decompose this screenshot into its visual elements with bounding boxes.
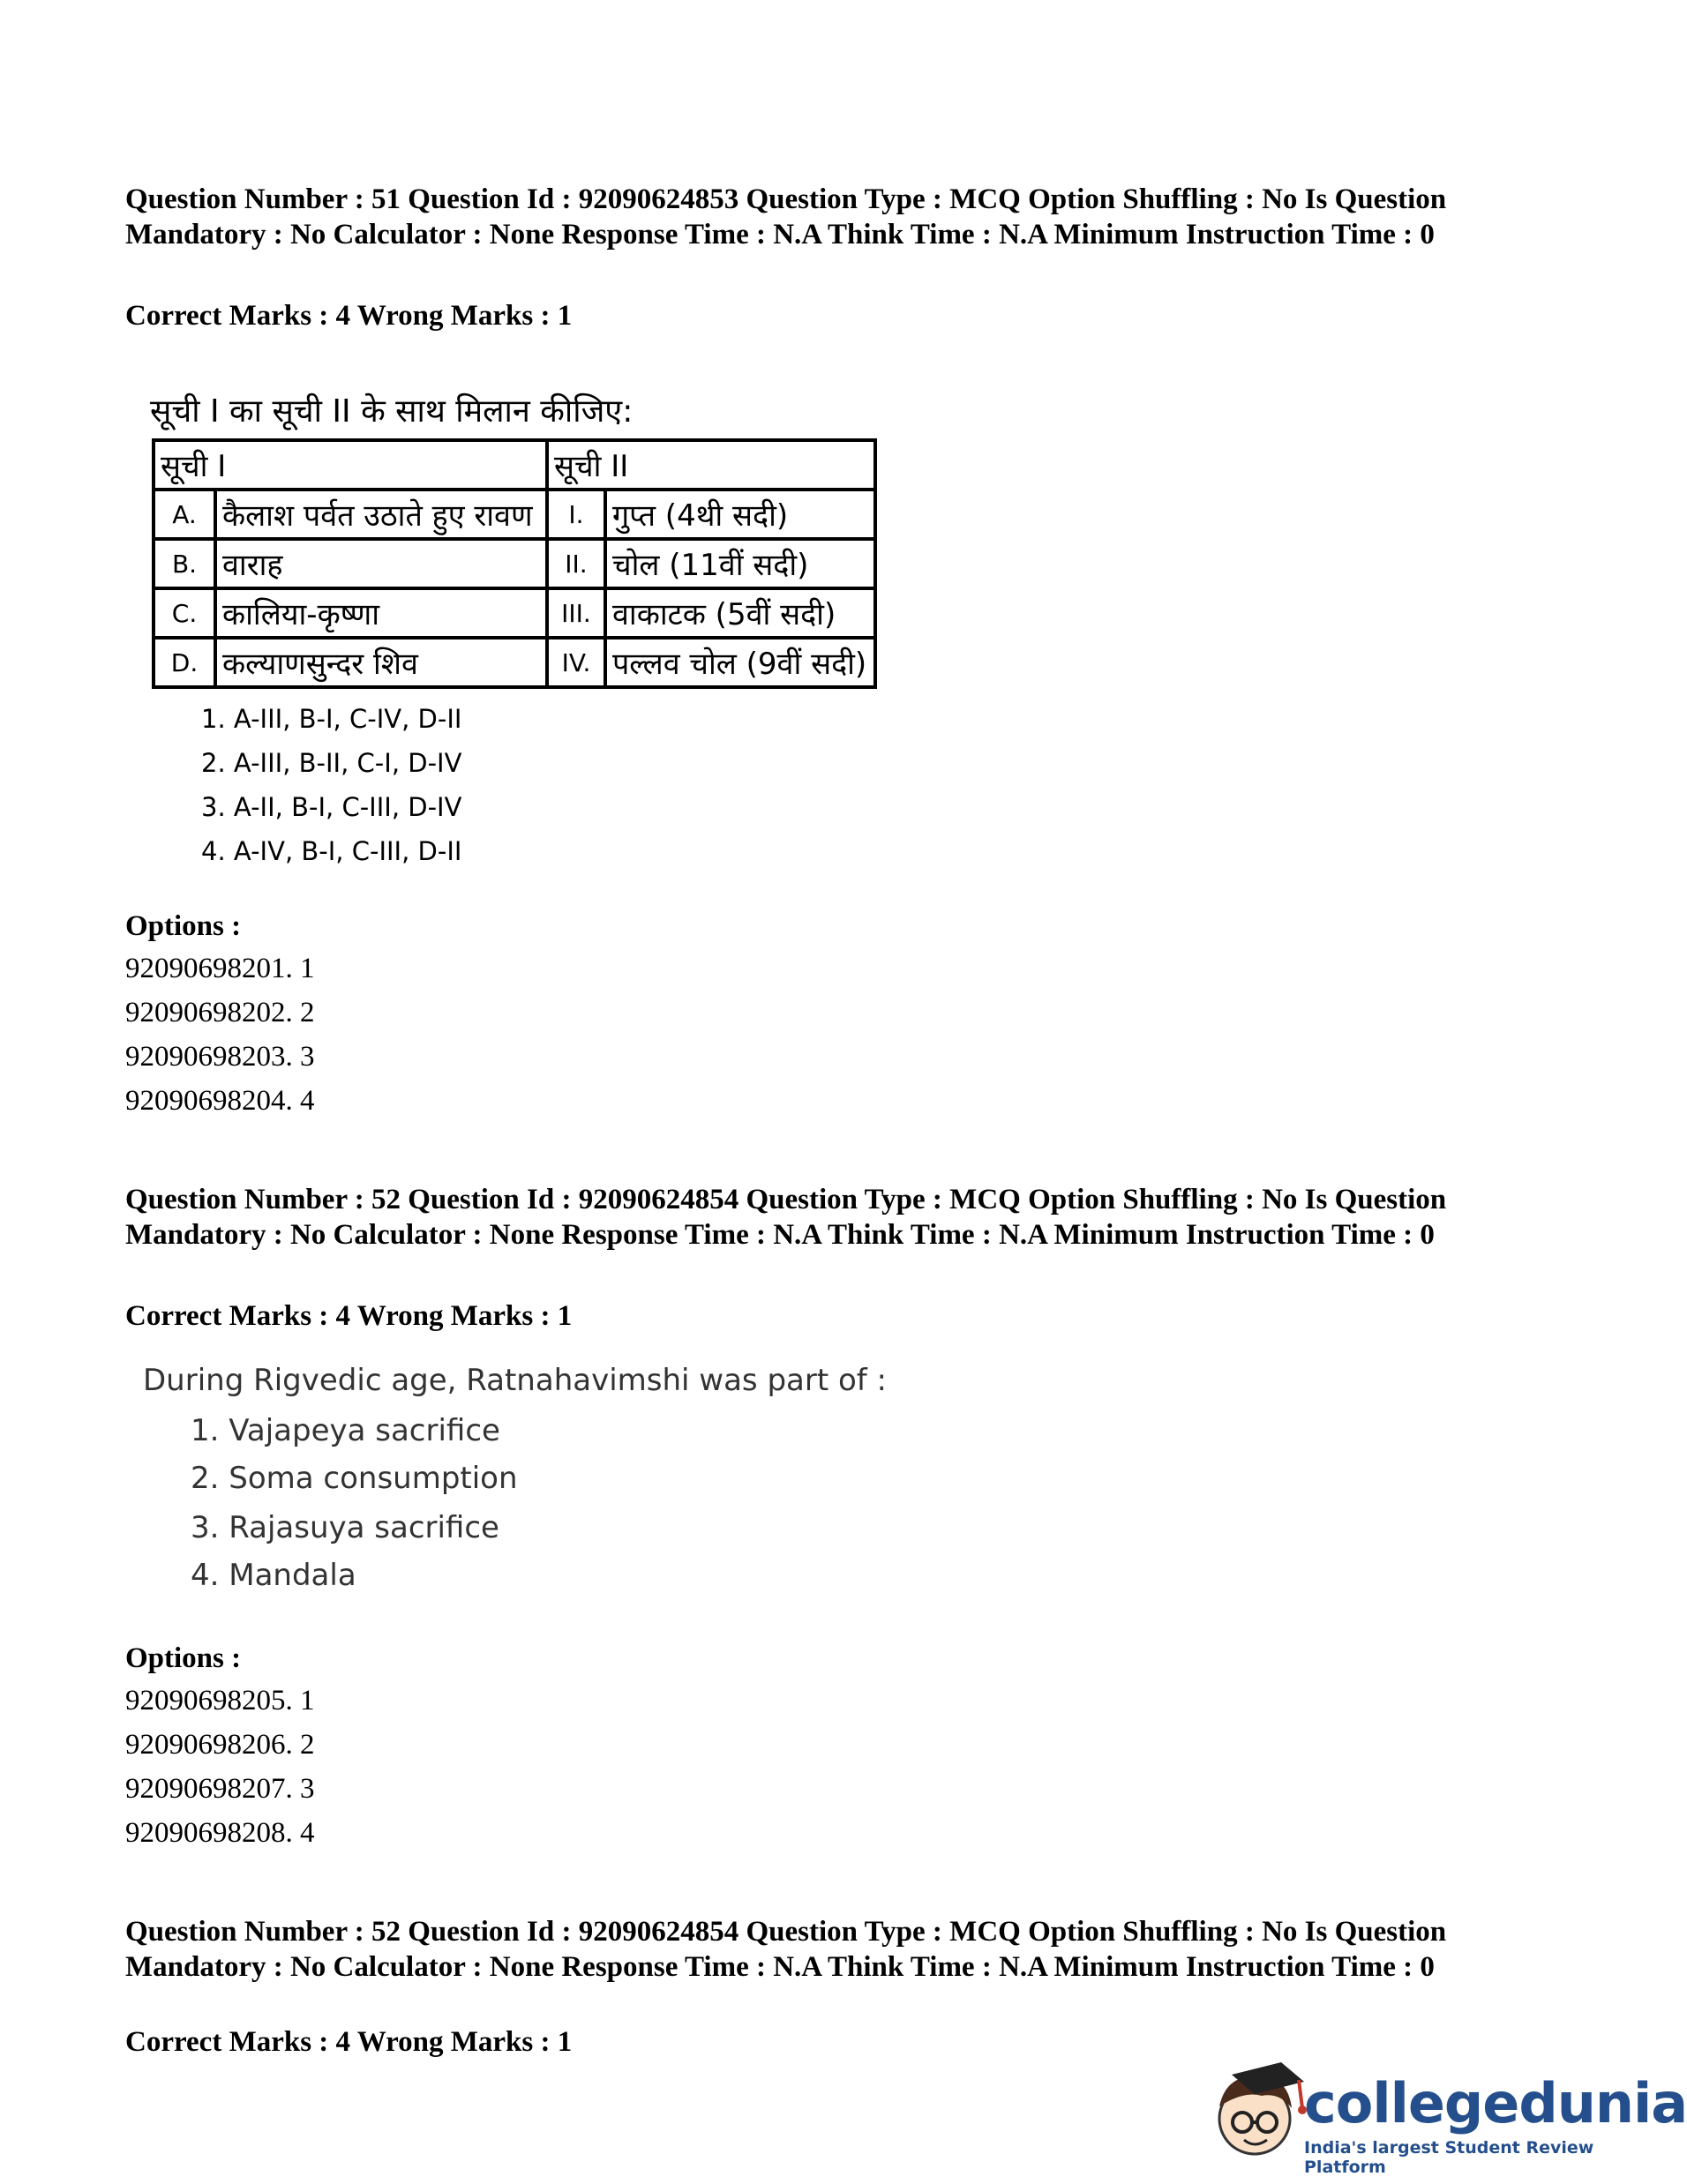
q52-option: 92090698205. 1	[125, 1685, 315, 1717]
q52-choice: 4. Mandala	[191, 1558, 356, 1593]
q51-option: 92090698202. 2	[125, 997, 315, 1028]
q52-prompt: During Rigvedic age, Ratnahavimshi was part of :	[143, 1363, 888, 1398]
row-label: IV.	[547, 638, 605, 687]
q52-option: 92090698207. 3	[125, 1773, 315, 1805]
q52b-marks: Correct Marks : 4 Wrong Marks : 1	[125, 2026, 573, 2058]
row-label: A.	[154, 490, 215, 539]
table-header-row	[154, 440, 875, 490]
row-item: कैलाश पर्वत उठाते हुए रावण	[215, 490, 547, 539]
q51-option: 92090698204. 4	[125, 1085, 315, 1117]
q52-marks: Correct Marks : 4 Wrong Marks : 1	[125, 1300, 573, 1332]
row-label: II.	[547, 539, 605, 588]
row-item: कालिया-कृष्णा	[215, 588, 547, 638]
table-row	[154, 539, 875, 588]
q52-choice: 2. Soma consumption	[191, 1461, 518, 1496]
table-row	[154, 490, 875, 539]
row-item: वाराह	[215, 539, 547, 588]
row-item: चोल (11वीं सदी)	[605, 539, 875, 588]
q52-options-label: Options :	[125, 1642, 242, 1674]
row-item: वाकाटक (5वीं सदी)	[605, 588, 875, 638]
row-label: B.	[154, 539, 215, 588]
table-row	[154, 638, 875, 687]
row-label: C.	[154, 588, 215, 638]
q52-option: 92090698206. 2	[125, 1729, 315, 1761]
q51-option: 92090698201. 1	[125, 953, 315, 984]
q51-option: 92090698203. 3	[125, 1041, 315, 1073]
q52b-meta: Question Number : 52 Question Id : 92090624854 Question Type : MCQ Option Shuffling : No Is Question Mandatory : No Calculator : None Response Time : N.A Think Time : N.A Minimum Instruction Time : 0	[125, 1916, 1447, 1983]
q51-marks: Correct Marks : 4 Wrong Marks : 1	[125, 300, 573, 332]
row-item: पल्लव चोल (9वीं सदी)	[605, 638, 875, 687]
q51-choice: 3. A-II, B-I, C-III, D-IV	[201, 792, 462, 822]
q52-choice: 3. Rajasuya sacrifice	[191, 1510, 499, 1545]
q51-choice: 4. A-IV, B-I, C-III, D-II	[201, 836, 462, 866]
row-item: गुप्त (4थी सदी)	[605, 490, 875, 539]
list2-header: सूची II	[547, 440, 875, 490]
q51-meta: Question Number : 51 Question Id : 92090624853 Question Type : MCQ Option Shuffling : No Is Question Mandatory : No Calculator : None Response Time : N.A Think Time : N.A Minimum Instruction Time : 0	[125, 183, 1447, 251]
list1-header: सूची I	[154, 440, 547, 490]
q52-choice: 1. Vajapeya sacrifice	[191, 1413, 500, 1448]
table-row	[154, 588, 875, 638]
collegedunia-tagline: India's largest Student Review Platform	[1304, 2138, 1594, 2177]
q52-option: 92090698208. 4	[125, 1817, 315, 1849]
row-label: III.	[547, 588, 605, 638]
row-item: कल्याणसुन्दर शिव	[215, 638, 547, 687]
q52-meta: Question Number : 52 Question Id : 92090624854 Question Type : MCQ Option Shuffling : No Is Question Mandatory : No Calculator : None Response Time : N.A Think Time : N.A Minimum Instruction Time : 0	[125, 1184, 1447, 1251]
row-label: D.	[154, 638, 215, 687]
q51-choice: 1. A-III, B-I, C-IV, D-II	[201, 704, 462, 734]
row-label: I.	[547, 490, 605, 539]
q51-options-label: Options :	[125, 910, 242, 942]
q51-choice: 2. A-III, B-II, C-I, D-IV	[201, 748, 462, 778]
q51-match-table	[152, 438, 877, 689]
q51-prompt: सूची I का सूची II के साथ मिलान कीजिए:	[150, 393, 634, 430]
collegedunia-logo-text: collegedunia	[1304, 2071, 1687, 2135]
